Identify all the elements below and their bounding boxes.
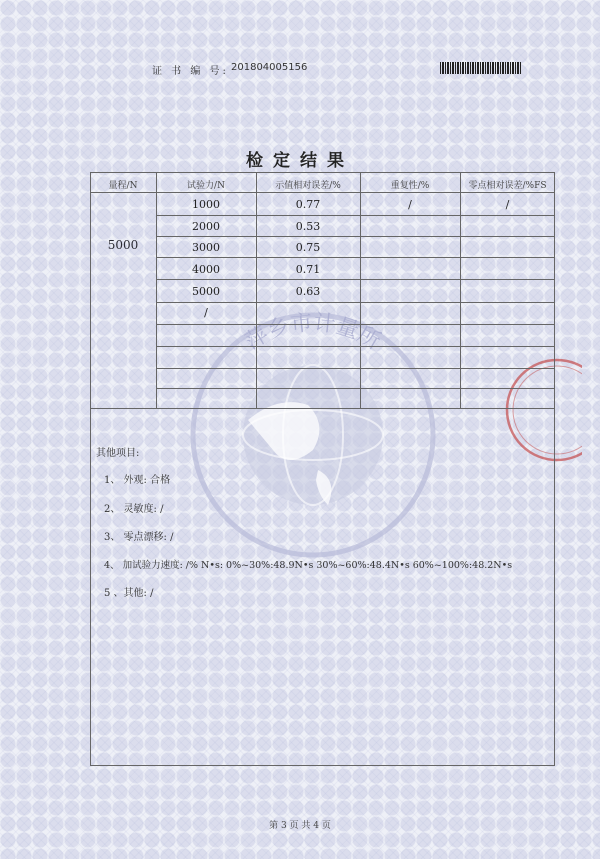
repeatability-cell: / (408, 198, 412, 211)
certificate-number: 201804005156 (231, 62, 308, 73)
table-divider (156, 279, 555, 280)
indication-error-cell: 0.71 (295, 263, 321, 276)
table-divider (90, 408, 555, 409)
table-divider (156, 215, 555, 216)
page-footer: 第 3 页 共 4 页 (269, 821, 331, 831)
certificate-number-label: 证 书 编 号: (152, 66, 229, 77)
header-repeatability: 重复性/% (390, 181, 430, 191)
results-table (90, 172, 555, 766)
table-divider (90, 192, 555, 193)
test-force-cell: 5000 (192, 285, 220, 298)
table-divider (156, 302, 555, 303)
table-divider (156, 346, 555, 347)
indication-error-cell: 0.53 (295, 220, 321, 233)
other-items-title: 其他项目: (96, 448, 140, 459)
table-divider (156, 257, 555, 258)
header-indication-error: 示值相对误差/% (275, 181, 341, 191)
other-item-loading-speed: 4、 加试验力速度: /% N•s: 0%~30%:48.9N•s 30%~60%:48.4N•s 60%~100%:48.2N•s (104, 560, 513, 571)
empty-slash-cell: / (204, 306, 208, 319)
table-divider (156, 368, 555, 369)
test-force-cell: 3000 (192, 241, 220, 254)
page-title: 检定结果 (246, 151, 354, 171)
test-force-cell: 2000 (192, 220, 220, 233)
barcode (440, 62, 522, 74)
zero-error-cell: / (505, 198, 510, 211)
indication-error-cell: 0.77 (295, 198, 321, 211)
other-item-zero-drift: 3、 零点漂移: / (104, 532, 174, 543)
header-zero-error: 零点相对误差/%FS (468, 181, 547, 191)
other-item-appearance: 1、 外观: 合格 (104, 475, 171, 486)
seal-text: 萍乡市计量所 (241, 310, 385, 355)
indication-error-cell: 0.63 (295, 285, 321, 298)
indication-error-cell: 0.75 (295, 241, 321, 254)
range-value: 5000 (107, 238, 139, 252)
test-force-cell: 1000 (192, 198, 220, 211)
table-divider (156, 388, 555, 389)
other-item-sensitivity: 2、 灵敏度: / (104, 504, 164, 515)
other-item-misc: 5 、其他: / (104, 588, 154, 599)
table-divider (156, 324, 555, 325)
header-range: 量程/N (108, 181, 138, 191)
table-divider (156, 236, 555, 237)
test-force-cell: 4000 (192, 263, 220, 276)
header-test-force: 试验力/N (187, 181, 225, 191)
